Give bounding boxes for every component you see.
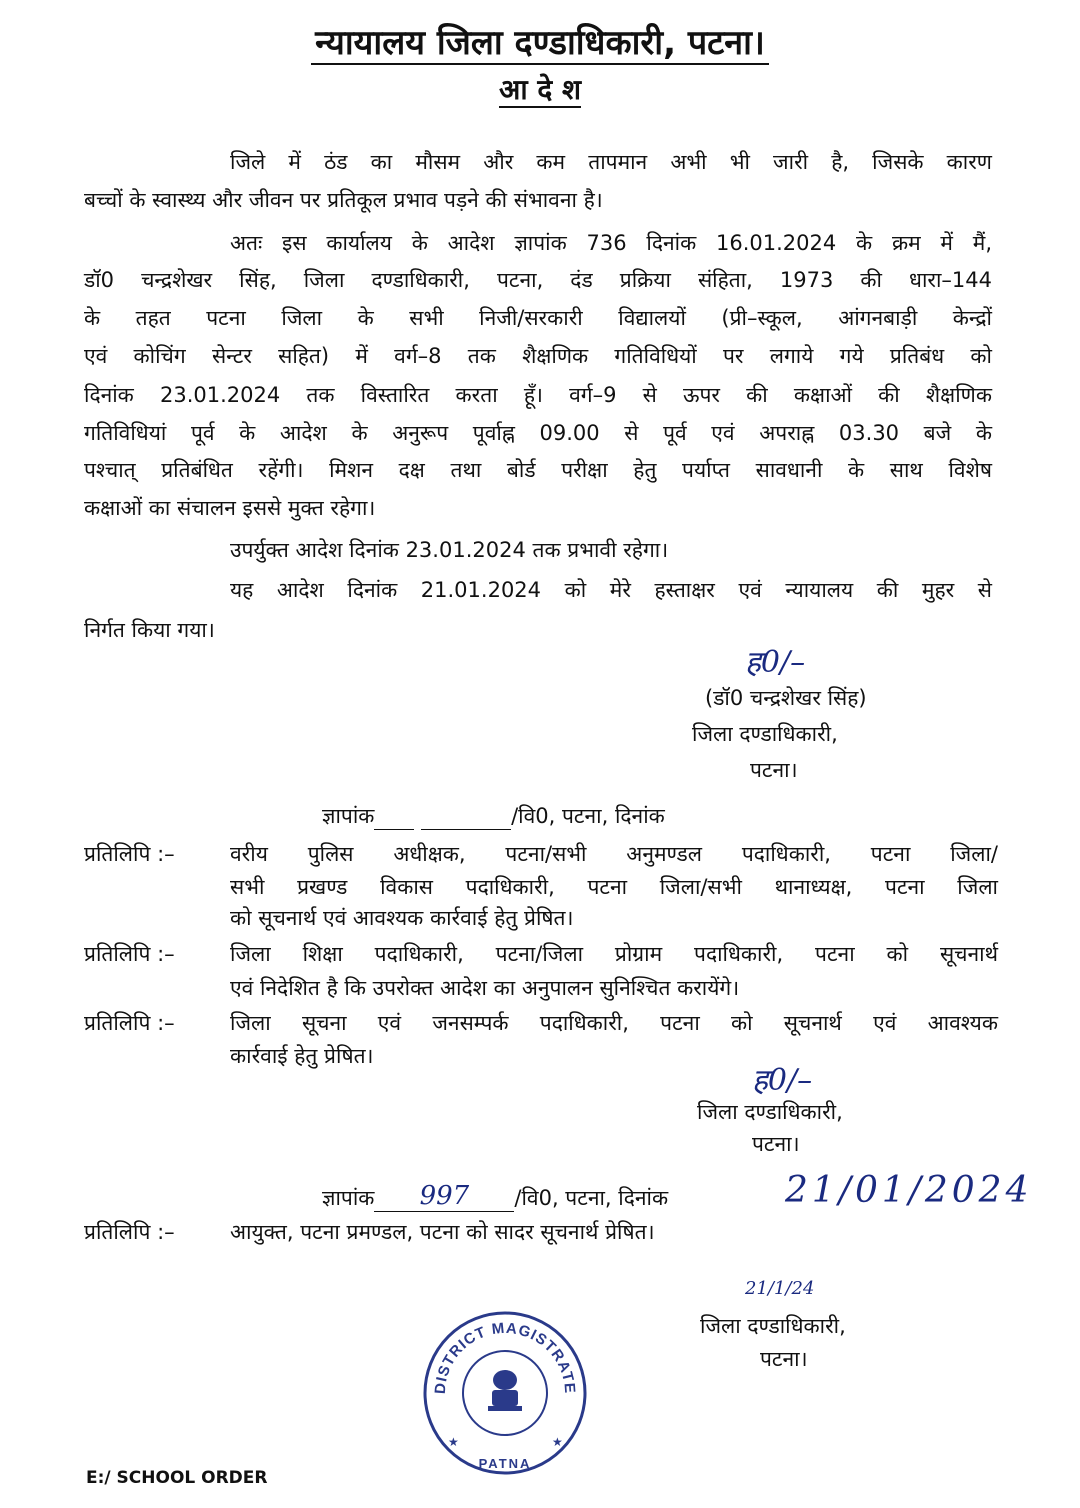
star-icon: ★ — [552, 1435, 563, 1449]
signature-initials: 21/1/24 — [745, 1278, 815, 1299]
copy-line: सभी प्रखण्ड विकास पदाधिकारी, पटना जिला/सभी थानाध्यक्ष, पटना जिला — [230, 875, 998, 899]
signature-mark: ह0/– — [752, 1063, 813, 1098]
body-line: कक्षाओं का संचालन इससे मुक्त रहेगा। — [84, 496, 376, 520]
signatory-designation: जिला दण्डाधिकारी, — [692, 722, 838, 746]
body-line: यह आदेश दिनांक 21.01.2024 को मेरे हस्ताक्षर एवं न्यायालय की मुहर से — [230, 578, 992, 602]
memo-reference: ज्ञापांक 997 /वि0, पटना, दिनांक — [322, 1181, 669, 1211]
body-line: जिले में ठंड का मौसम और कम तापमान अभी भी जारी है, जिसके कारण — [230, 150, 992, 174]
copy-label: प्रतिलिपि :– — [84, 942, 175, 966]
seal-top-text: DISTRICT MAGISTRATE — [431, 1319, 579, 1395]
district-magistrate-seal — [420, 1308, 590, 1478]
body-line: पश्चात् प्रतिबंधित रहेंगी। मिशन दक्ष तथा बोर्ड परीक्षा हेतु पर्याप्त सावधानी के साथ विशेष — [84, 458, 992, 482]
signatory-place: पटना। — [750, 758, 798, 782]
page-title: न्यायालय जिला दण्डाधिकारी, पटना। — [0, 18, 1080, 64]
copy-label: प्रतिलिपि :– — [84, 1011, 175, 1035]
copy-line: जिला सूचना एवं जनसम्पर्क पदाधिकारी, पटना को सूचनार्थ एवं आवश्यक — [230, 1011, 998, 1035]
copy-line: जिला शिक्षा पदाधिकारी, पटना/जिला प्रोग्राम पदाधिकारी, पटना को सूचनार्थ — [230, 942, 998, 966]
body-line: उपर्युक्त आदेश दिनांक 23.01.2024 तक प्रभावी रहेगा। — [230, 538, 669, 562]
signature-mark: ह0/– — [745, 645, 806, 680]
copy-label: प्रतिलिपि :– — [84, 1220, 175, 1244]
body-line: अतः इस कार्यालय के आदेश ज्ञापांक 736 दिनांक 16.01.2024 के क्रम में मैं, — [230, 231, 992, 255]
copy-line: आयुक्त, पटना प्रमण्डल, पटना को सादर सूचनार्थ प्रेषित। — [230, 1220, 655, 1244]
body-line: डॉ0 चन्द्रशेखर सिंह, जिला दण्डाधिकारी, पटना, दंड प्रक्रिया संहिता, 1973 की धारा–144 — [84, 268, 992, 292]
handwritten-date: 21/01/2024 — [785, 1170, 1033, 1211]
body-line: गतिविधियां पूर्व के आदेश के अनुरूप पूर्वाह्न 09.00 से पूर्व एवं अपराह्न 03.30 बजे के — [84, 421, 992, 445]
body-line: एवं कोचिंग सेन्टर सहित) में वर्ग–8 तक शैक्षणिक गतिविधियों पर लगाये गये प्रतिबंध को — [84, 344, 992, 368]
order-heading: आ दे श — [498, 73, 582, 106]
seal-bottom-text: PATNA — [478, 1456, 532, 1471]
copy-line: एवं निदेशित है कि उपरोक्त आदेश का अनुपालन सुनिश्चित करायेंगे। — [230, 976, 740, 1000]
copy-line: वरीय पुलिस अधीक्षक, पटना/सभी अनुमण्डल पदाधिकारी, पटना जिला/ — [230, 842, 998, 866]
body-line: दिनांक 23.01.2024 तक विस्तारित करता हूँ। वर्ग–9 से ऊपर की कक्षाओं की शैक्षणिक — [84, 383, 992, 407]
body-line: बच्चों के स्वास्थ्य और जीवन पर प्रतिकूल प्रभाव पड़ने की संभावना है। — [84, 188, 603, 212]
star-icon: ★ — [448, 1435, 459, 1449]
body-line: के तहत पटना जिला के सभी निजी/सरकारी विद्यालयों (प्री–स्कूल, आंगनबाड़ी केन्द्रों — [84, 306, 992, 330]
signatory-place: पटना। — [760, 1347, 808, 1371]
copy-label: प्रतिलिपि :– — [84, 842, 175, 866]
file-reference: E:/ SCHOOL ORDER — [86, 1468, 268, 1488]
signatory-name: (डॉ0 चन्द्रशेखर सिंह) — [705, 686, 867, 710]
signatory-designation: जिला दण्डाधिकारी, — [697, 1100, 843, 1124]
body-line: निर्गत किया गया। — [84, 618, 215, 642]
copy-line: कार्रवाई हेतु प्रेषित। — [230, 1044, 374, 1068]
memo-number: 997 — [419, 1181, 470, 1211]
national-emblem-icon — [488, 1370, 522, 1411]
signatory-place: पटना। — [752, 1132, 800, 1156]
memo-reference: ज्ञापांक /वि0, पटना, दिनांक — [322, 804, 665, 828]
copy-line: को सूचनार्थ एवं आवश्यक कार्रवाई हेतु प्रेषित। — [230, 906, 574, 930]
signatory-designation: जिला दण्डाधिकारी, — [700, 1314, 846, 1338]
